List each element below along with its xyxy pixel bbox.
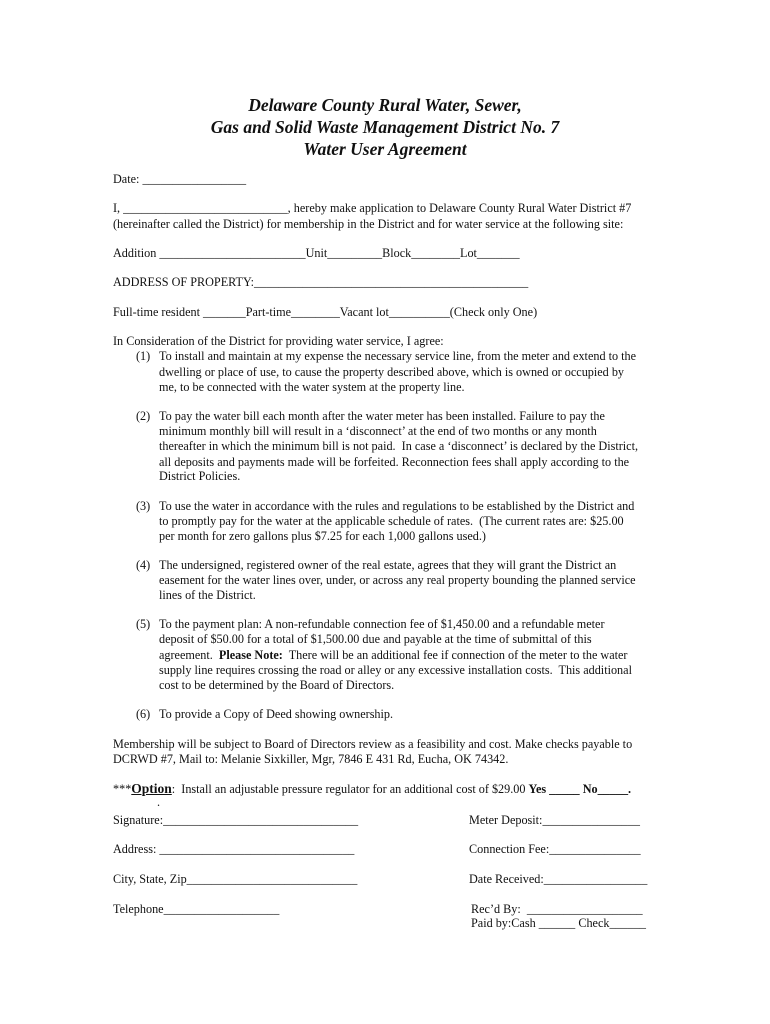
option-yes-no-field[interactable]: Yes _____ No_____. [528,782,632,796]
received-by-field[interactable]: Rec’d By: ___________________ [471,902,643,916]
please-note-label: Please Note: [218,648,283,662]
item-number: (2) [136,409,151,423]
item-5-line: supply line requires crossing the road or alley or any excessive installation costs. This additional [159,663,632,677]
item-5-text: There will be an additional fee if connection of the meter to the water [282,648,628,662]
addition-field[interactable]: Addition ________________________Unit_________Block________Lot_______ [113,246,520,260]
item-5-line: deposit of $50.00 for a total of $1,500.00 due and payable at the time of submittal of this [159,632,592,646]
item-4-line: lines of the District. [159,588,256,602]
telephone-field[interactable]: Telephone___________________ [113,902,280,916]
title-line-3: Water User Agreement [303,139,467,159]
city-state-zip-field[interactable]: City, State, Zip____________________________ [113,872,358,886]
applicant-line-1[interactable]: I, ___________________________, hereby make application to Delaware County Rural Water District #7 [113,201,632,215]
item-5-line: cost to be determined by the Board of Directors. [159,678,395,692]
item-5-line: To the payment plan: A non-refundable connection fee of $1,450.00 and a refundable meter [159,617,605,631]
item-2-line: thereafter in which the minimum bill is not paid. In case a ‘disconnect’ is declared by the District, [159,439,639,453]
membership-line-1: Membership will be subject to Board of Directors review as a feasibility and cost. Make checks payable to [113,737,633,751]
option-text: : Install an adjustable pressure regulator for an additional cost of $29.00 [171,782,529,796]
item-1-line: To install and maintain at my expense the necessary service line, from the meter and extend to the [159,349,637,363]
item-3-line: per month for zero gallons plus $7.25 for each 1,000 gallons used.) [159,529,486,543]
connection-fee-field[interactable]: Connection Fee:_______________ [469,842,641,856]
date-received-field[interactable]: Date Received:_________________ [469,872,648,886]
item-2-line: District Policies. [159,469,241,483]
option-line [113,781,631,797]
residency-field[interactable]: Full-time resident _______Part-time________Vacant lot__________(Check only One) [113,305,538,319]
address-of-property-field[interactable]: ADDRESS OF PROPERTY:_____________________________________________ [113,275,529,289]
item-2-line: minimum monthly bill will result in a ‘disconnect’ at the end of two months or any month [159,424,597,438]
paid-by-field[interactable]: Paid by:Cash ______ Check______ [471,916,647,930]
title-line-1: Delaware County Rural Water, Sewer, [248,95,522,115]
title-line-2: Gas and Solid Waste Management District No. 7 [210,117,560,137]
item-5-line [159,648,627,663]
item-5-text: agreement. [159,648,219,662]
item-3-line: To use the water in accordance with the rules and regulations to be established by the District and [159,499,635,513]
meter-deposit-field[interactable]: Meter Deposit:________________ [469,813,640,827]
date-field[interactable]: Date: _________________ [113,172,247,186]
item-1-line: dwelling or place of use, to cause the property described above, which is owned or occupied by [159,365,625,379]
applicant-line-2: (hereinafter called the District) for membership in the District and for water service at the following site: [113,217,624,231]
item-2-line: To pay the water bill each month after the water meter has been installed. Failure to pay the [159,409,605,423]
option-stars: *** [113,782,132,796]
item-number: (6) [136,707,151,721]
consideration-intro: In Consideration of the District for providing water service, I agree: [113,334,444,348]
item-number: (1) [136,349,151,363]
item-number: (3) [136,499,151,513]
signature-field[interactable]: Signature:________________________________ [113,813,359,827]
item-4-line: easement for the water lines over, under, or across any real property bounding the planned service [159,573,636,587]
item-1-line: me, to be connected with the water system at the property line. [159,380,465,394]
membership-line-2: DCRWD #7, Mail to: Melanie Sixkiller, Mgr, 7846 E 431 Rd, Eucha, OK 74342. [113,752,509,766]
option-dot: . [157,795,161,809]
item-3-line: to promptly pay for the water at the applicable schedule of rates. (The current rates are: $25.00 [159,514,624,528]
item-2-line: all deposits and payments made will be forfeited. Reconnection fees shall apply according to the [159,455,630,469]
address-field[interactable]: Address: ________________________________ [113,842,355,856]
item-number: (5) [136,617,151,631]
item-4-line: The undersigned, registered owner of the real estate, agrees that they will grant the District an [159,558,617,572]
item-6-line: To provide a Copy of Deed showing ownership. [159,707,394,721]
item-number: (4) [136,558,151,572]
option-label: Option [131,781,172,796]
